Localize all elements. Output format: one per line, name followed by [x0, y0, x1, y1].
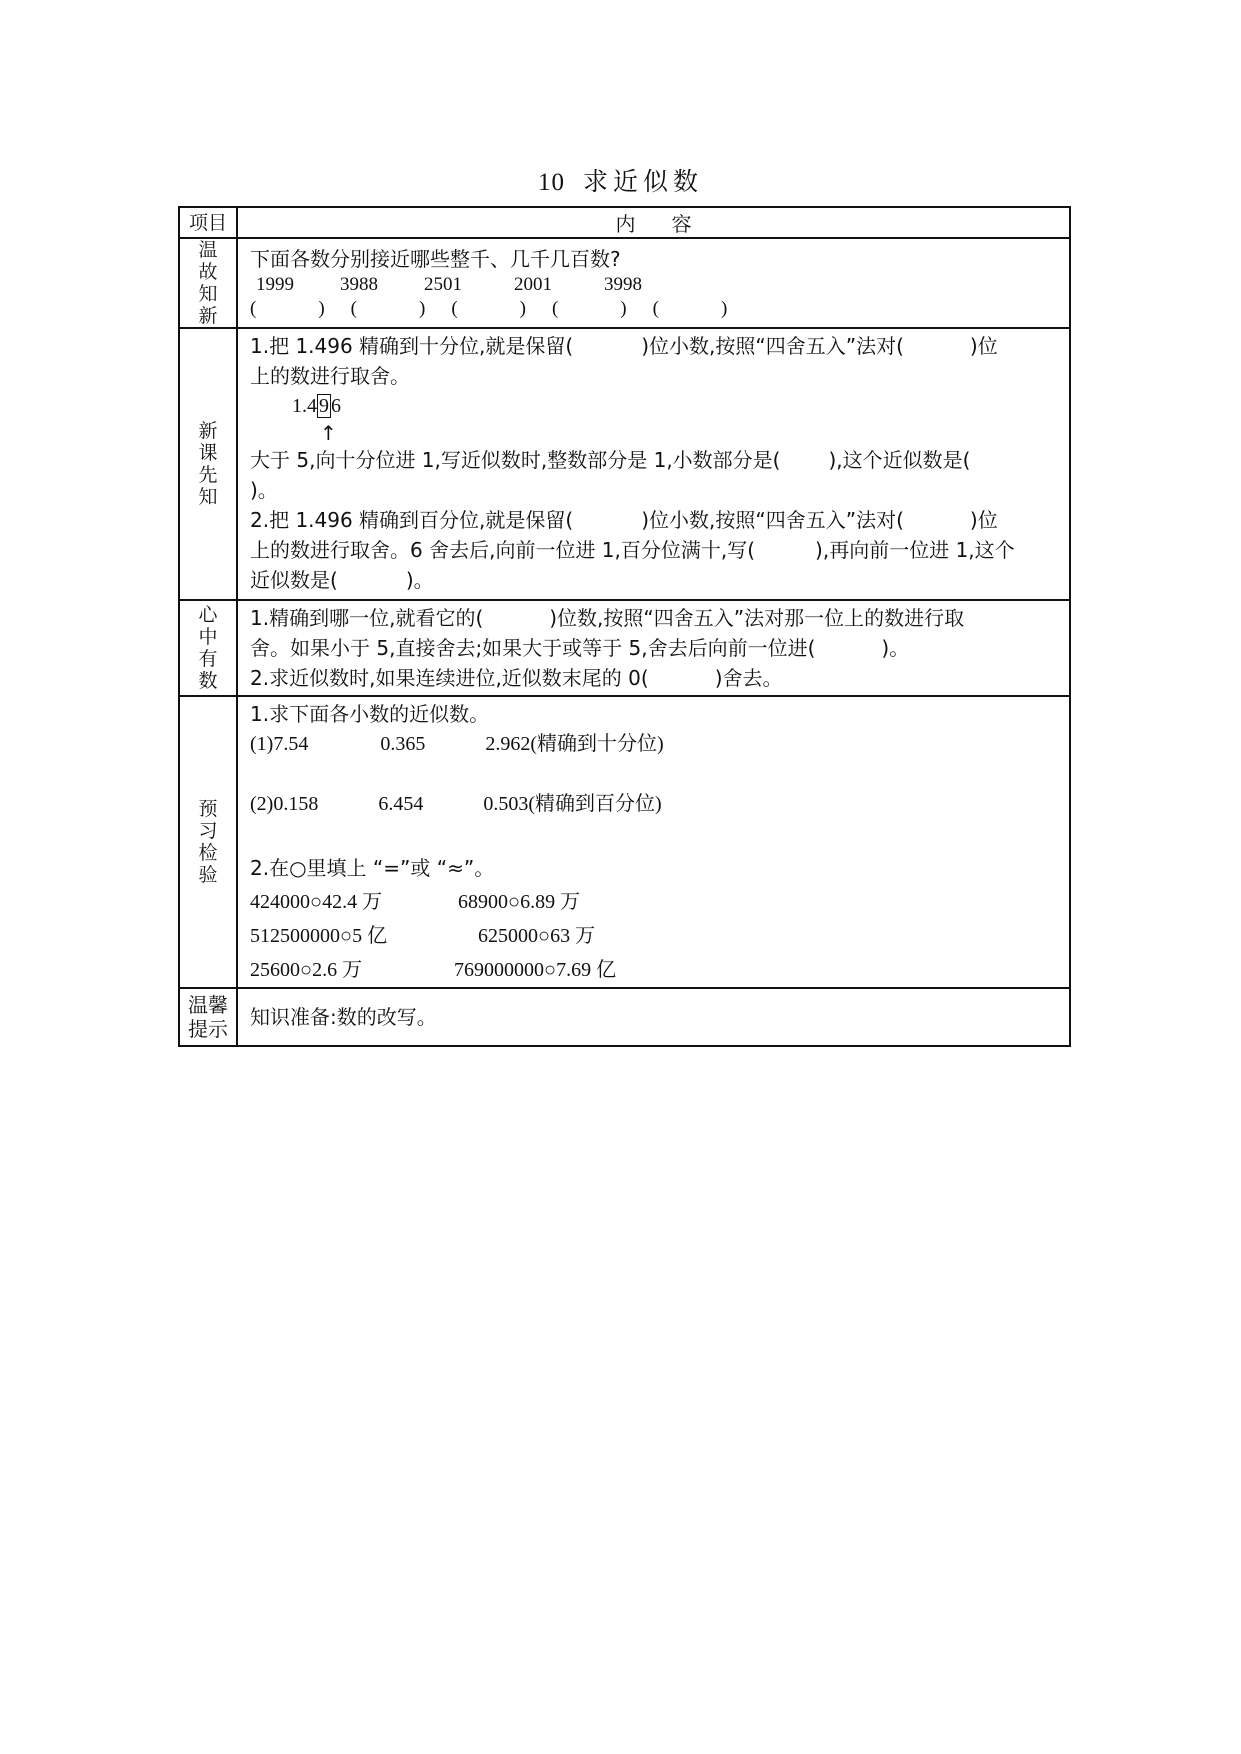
point2-line: 2.求近似数时,如果连续进位,近似数末尾的 0( )舍去。	[250, 666, 783, 690]
new-lesson-content	[237, 328, 1070, 600]
q1-line4: )。	[250, 478, 278, 502]
example-number: 1.4 9 6	[292, 395, 341, 417]
q1-line1: 1.把 1.496 精确到十分位,就是保留( )位小数,按照“四舍五入”法对( )位	[250, 334, 998, 358]
lesson-title: 求近似数	[582, 167, 703, 196]
q1-line2: 上的数进行取舍。	[250, 364, 410, 388]
warmup-content	[237, 238, 1070, 328]
preview-q1: 1.求下面各小数的近似数。	[250, 702, 490, 726]
warmup-blanks: ( ) ( ) ( ) ( ) ( )	[250, 298, 728, 319]
preview-row2: (2)0.158 6.454 0.503(精确到百分位)	[250, 793, 662, 815]
header-row	[179, 207, 1070, 238]
q2-line1: 2.把 1.496 精确到百分位,就是保留( )位小数,按照“四舍五入”法对( )位	[250, 508, 998, 532]
header-content: 内 容	[237, 207, 1070, 238]
highlighted-digit: 9	[319, 395, 329, 417]
warmup-question: 下面各数分别接近哪些整千、几千几百数?	[250, 247, 621, 271]
pair-row-1: 424000○42.4 万 68900○6.89 万	[250, 891, 581, 913]
q1-line3: 大于 5,向十分位进 1,写近似数时,整数部分是 1,小数部分是( ),这个近似数是(	[250, 448, 971, 472]
up-arrow-icon: ↑	[320, 421, 337, 445]
warmup-numbers: 1999 3988 2501 2001 3998	[256, 274, 642, 295]
new-lesson-label: 新 课 先 知	[179, 328, 237, 600]
tip-row	[179, 988, 1070, 1046]
preview-row1: (1)7.54 0.365 2.962(精确到十分位)	[250, 733, 664, 755]
tip-content	[237, 988, 1070, 1046]
tip-text: 知识准备:数的改写。	[250, 1005, 437, 1029]
point1-line2: 舍。如果小于 5,直接舍去;如果大于或等于 5,舍去后向前一位进( )。	[250, 636, 910, 660]
pair-row-3: 25600○2.6 万 769000000○7.69 亿	[250, 959, 617, 981]
new-lesson-row	[179, 328, 1070, 600]
warmup-label: 温 故 知 新	[179, 238, 237, 328]
key-points-label: 心 中 有 数	[179, 600, 237, 696]
preview-q2: 2.在○里填上 “=”或 “≈”。	[250, 856, 495, 880]
key-points-content	[237, 600, 1070, 696]
page-title	[0, 162, 1241, 198]
q2-line2: 上的数进行取舍。6 舍去后,向前一位进 1,百分位满十,写( ),再向前一位进 1,这个	[250, 538, 1015, 562]
tip-label: 温馨 提示	[179, 988, 237, 1046]
preview-content	[237, 696, 1070, 988]
lesson-number: 10	[537, 169, 565, 196]
q2-line3: 近似数是( )。	[250, 568, 434, 592]
warmup-row	[179, 238, 1070, 328]
pair-row-2: 512500000○5 亿 625000○63 万	[250, 925, 596, 947]
preview-label: 预 习 检 验	[179, 696, 237, 988]
key-points-row	[179, 600, 1070, 696]
point1-line1: 1.精确到哪一位,就看它的( )位数,按照“四舍五入”法对那一位上的数进行取	[250, 606, 965, 630]
header-item: 项目	[179, 207, 237, 238]
preview-row	[179, 696, 1070, 988]
worksheet-table	[178, 206, 1071, 1047]
